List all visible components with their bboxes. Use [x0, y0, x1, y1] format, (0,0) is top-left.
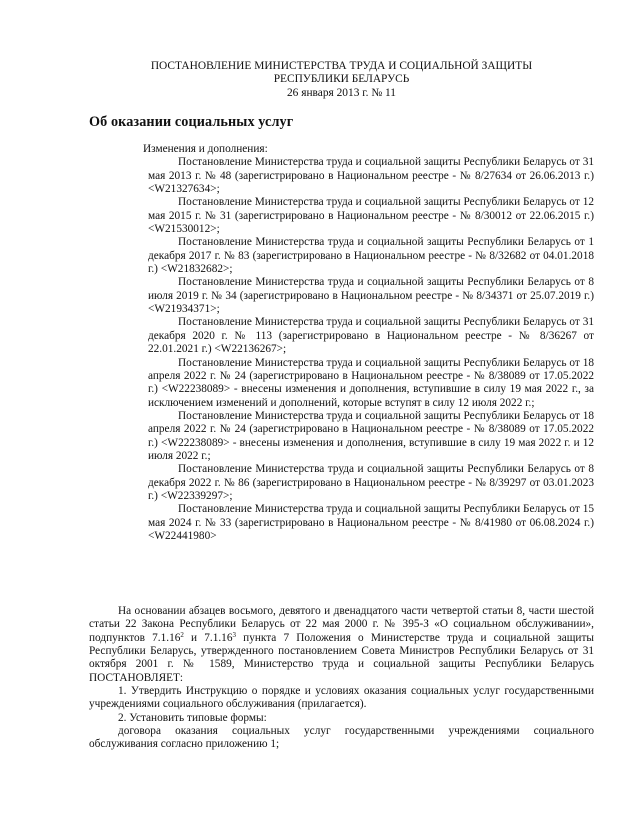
amendment-item: Постановление Министерства труда и социальной защиты Республики Беларусь от 31 декабря 2020 г. № 113 (зарегистрировано в Национальном реестре - № 8/36267 от 22.01.2021 г.) <W22136267>;: [148, 316, 594, 356]
clause-2: 2. Установить типовые формы:: [118, 711, 267, 724]
amendments-label: Изменения и дополнения:: [143, 143, 268, 155]
amendment-item: Постановление Министерства труда и социальной защиты Республики Беларусь от 8 июля 2019 г. № 34 (зарегистрировано в Национальном реестре - № 8/34371 от 25.07.2019 г.) <W21934371>;: [148, 276, 594, 316]
header-date: 26 января 2013 г. № 11: [286, 86, 397, 99]
preamble-paragraph: [89, 605, 594, 685]
header-line-1: ПОСТАНОВЛЕНИЕ МИНИСТЕРСТВА ТРУДА И СОЦИАЛЬНОЙ ЗАЩИТЫ: [150, 60, 533, 72]
document-header: [89, 60, 594, 100]
amendment-item: Постановление Министерства труда и социальной защиты Республики Беларусь от 15 мая 2024 г. № 33 (зарегистрировано в Национальном реестре - № 8/41980 от 06.08.2024 г.) <W22441980>: [148, 503, 594, 542]
amendment-item: Постановление Министерства труда и социальной защиты Республики Беларусь от 8 декабря 2022 г. № 86 (зарегистрировано в Национальном реестре - № 8/39297 от 03.01.2023 г.) <W22339297>;: [148, 463, 594, 502]
superscript: 2: [180, 630, 184, 639]
amendment-item: Постановление Министерства труда и социальной защиты Республики Беларусь от 18 апреля 2022 г. № 24 (зарегистрировано в Национальном реестре - № 8/38089 от 17.05.2022 г.) <W22238089> - внесены изменения и дополнения, вступившие в силу 19 мая 2022 г., за исключением изменений и дополнений, которые вступят в силу 12 июля 2022 г.;: [148, 356, 594, 409]
preamble-text-1: На основании абзацев восьмого, девятого и двенадцатого части четвертой статьи 8, части шестой статьи 22 Закона Республики Беларусь от 22 мая 2000 г. № 395-З «О социальном обслуживании», подпунктов 7.1.16: [89, 605, 594, 644]
clause-1: 1. Утвердить Инструкцию о порядке и условиях оказания социальных услуг государственными учреждениями социального обслуживания (прилагается).: [89, 685, 594, 711]
document-title: Об оказании социальных услуг: [89, 114, 294, 130]
clause-2-subitem: договора оказания социальных услуг государственными учреждениями социального обслуживания согласно приложению 1;: [89, 725, 594, 751]
amendment-item: Постановление Министерства труда и социальной защиты Республики Беларусь от 18 апреля 2022 г. № 24 (зарегистрировано в Национальном реестре - № 8/38089 от 17.05.2022 г.) <W22238089> - внесены изменения и дополнения, вступившие в силу 19 мая 2022 г. и 12 июля 2022 г.;: [148, 409, 594, 462]
preamble-text-2: и 7.1.16: [183, 631, 233, 644]
preamble-text-3: пункта 7 Положения о Министерстве труда и социальной защиты Республики Беларусь, утвержденного постановлением Совета Министров Республики Беларусь от 31 октября 2001 г. № 1589, Министерство труда и социальной защиты Республики Беларусь ПОСТАНОВЛЯЕТ:: [89, 631, 594, 684]
header-line-2: РЕСПУБЛИКИ БЕЛАРУСЬ: [273, 73, 410, 86]
amendments-block: [143, 143, 594, 543]
superscript: 3: [232, 630, 236, 639]
amendment-item: Постановление Министерства труда и социальной защиты Республики Беларусь от 12 мая 2015 г. № 31 (зарегистрировано в Национальном реестре - № 8/30012 от 22.06.2015 г.) <W21530012>;: [148, 196, 594, 236]
amendment-item: Постановление Министерства труда и социальной защиты Республики Беларусь от 31 мая 2013 г. № 48 (зарегистрировано в Национальном реестре - № 8/27634 от 26.06.2013 г.) <W21327634>;: [148, 156, 594, 196]
amendment-item: Постановление Министерства труда и социальной защиты Республики Беларусь от 1 декабря 2017 г. № 83 (зарегистрировано в Национальном реестре - № 8/32682 от 04.01.2018 г.) <W21832682>;: [148, 236, 594, 276]
document-body: [89, 605, 594, 752]
